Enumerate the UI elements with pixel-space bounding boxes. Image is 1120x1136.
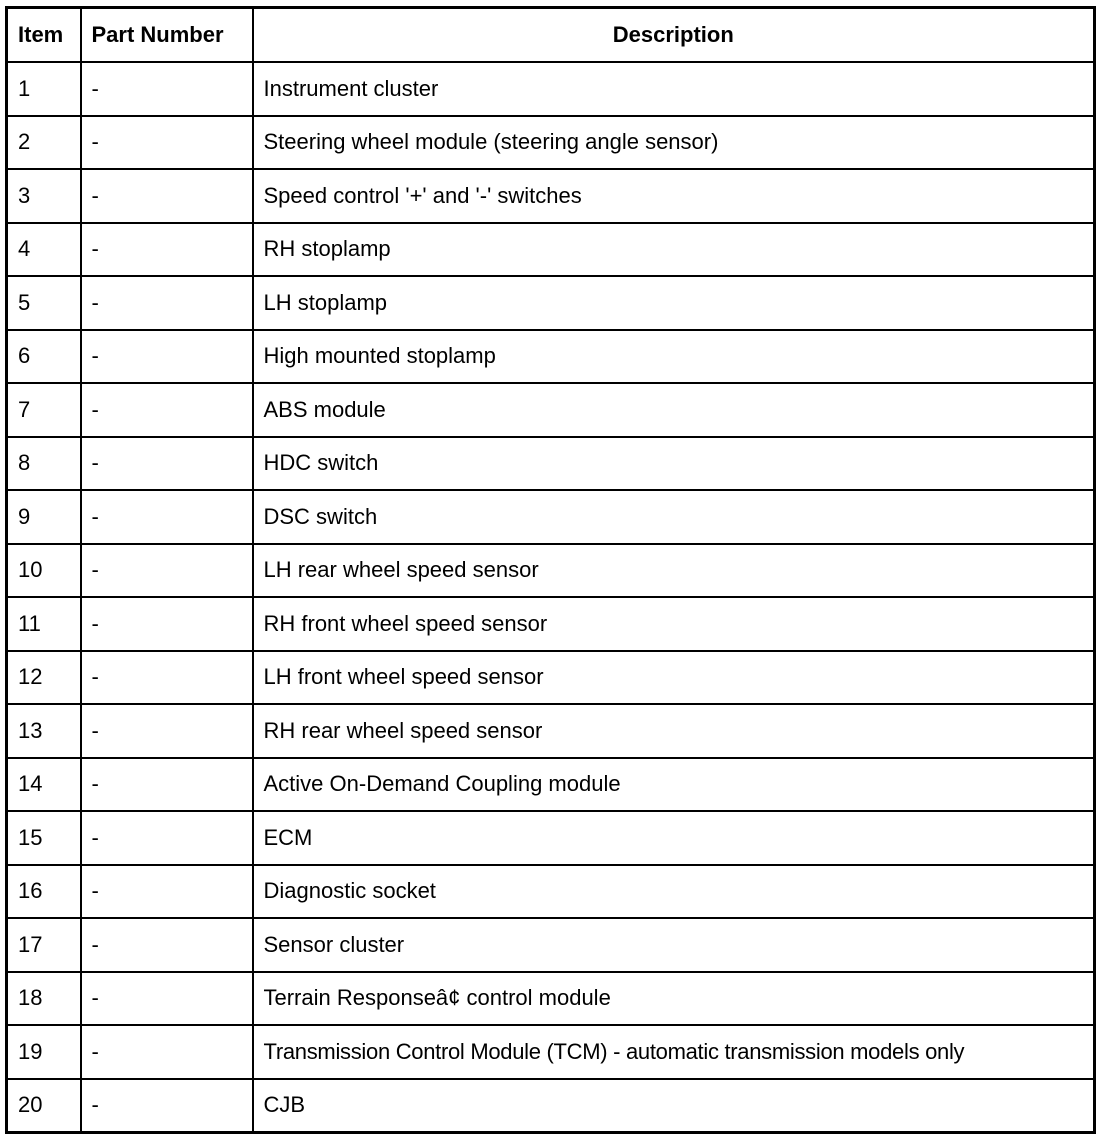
description-cell: Terrain Responseâ¢ control module (253, 972, 1095, 1026)
part-number-cell: - (81, 383, 253, 437)
item-cell: 6 (7, 330, 81, 384)
description-cell: RH rear wheel speed sensor (253, 704, 1095, 758)
part-number-cell: - (81, 1025, 253, 1079)
description-cell: ECM (253, 811, 1095, 865)
description-cell: Instrument cluster (253, 62, 1095, 116)
table-row (7, 1079, 1095, 1133)
parts-table (5, 6, 1096, 1134)
item-cell: 9 (7, 490, 81, 544)
description-cell: Active On-Demand Coupling module (253, 758, 1095, 812)
description-cell: DSC switch (253, 490, 1095, 544)
part-number-cell: - (81, 437, 253, 491)
part-number-cell: - (81, 597, 253, 651)
table-row (7, 1025, 1095, 1079)
item-cell: 16 (7, 865, 81, 919)
part-number-cell: - (81, 651, 253, 705)
table-row (7, 223, 1095, 277)
item-cell: 20 (7, 1079, 81, 1133)
part-number-cell: - (81, 1079, 253, 1133)
item-cell: 19 (7, 1025, 81, 1079)
description-cell: RH stoplamp (253, 223, 1095, 277)
description-cell: ABS module (253, 383, 1095, 437)
part-number-cell: - (81, 62, 253, 116)
item-cell: 3 (7, 169, 81, 223)
table-row (7, 383, 1095, 437)
table-row (7, 811, 1095, 865)
part-number-cell: - (81, 972, 253, 1026)
table-row (7, 544, 1095, 598)
item-cell: 7 (7, 383, 81, 437)
part-number-cell: - (81, 116, 253, 170)
item-cell: 2 (7, 116, 81, 170)
part-number-cell: - (81, 544, 253, 598)
part-number-cell: - (81, 490, 253, 544)
description-cell: Diagnostic socket (253, 865, 1095, 919)
description-cell: Speed control '+' and '-' switches (253, 169, 1095, 223)
part-number-cell: - (81, 758, 253, 812)
description-cell: HDC switch (253, 437, 1095, 491)
description-cell: Sensor cluster (253, 918, 1095, 972)
table-row (7, 865, 1095, 919)
item-cell: 11 (7, 597, 81, 651)
item-cell: 14 (7, 758, 81, 812)
table-row (7, 116, 1095, 170)
description-cell: LH rear wheel speed sensor (253, 544, 1095, 598)
description-cell: CJB (253, 1079, 1095, 1133)
item-cell: 17 (7, 918, 81, 972)
description-cell: High mounted stoplamp (253, 330, 1095, 384)
table-row (7, 597, 1095, 651)
part-number-cell: - (81, 704, 253, 758)
table-row (7, 490, 1095, 544)
item-cell: 5 (7, 276, 81, 330)
description-cell: Steering wheel module (steering angle sensor) (253, 116, 1095, 170)
part-number-cell: - (81, 811, 253, 865)
header-item: Item (7, 8, 81, 63)
part-number-cell: - (81, 169, 253, 223)
table-row (7, 437, 1095, 491)
part-number-cell: - (81, 223, 253, 277)
description-cell: LH stoplamp (253, 276, 1095, 330)
item-cell: 15 (7, 811, 81, 865)
part-number-cell: - (81, 865, 253, 919)
description-cell: LH front wheel speed sensor (253, 651, 1095, 705)
header-description: Description (253, 8, 1095, 63)
table-row (7, 758, 1095, 812)
description-cell: Transmission Control Module (TCM) - automatic transmission models only (253, 1025, 1095, 1079)
part-number-cell: - (81, 276, 253, 330)
part-number-cell: - (81, 918, 253, 972)
item-cell: 18 (7, 972, 81, 1026)
item-cell: 12 (7, 651, 81, 705)
description-cell: RH front wheel speed sensor (253, 597, 1095, 651)
table-row (7, 972, 1095, 1026)
header-part-number: Part Number (81, 8, 253, 63)
item-cell: 10 (7, 544, 81, 598)
table-row (7, 651, 1095, 705)
table-row (7, 169, 1095, 223)
table-row (7, 918, 1095, 972)
item-cell: 4 (7, 223, 81, 277)
table-row (7, 704, 1095, 758)
table-row (7, 276, 1095, 330)
item-cell: 13 (7, 704, 81, 758)
item-cell: 1 (7, 62, 81, 116)
part-number-cell: - (81, 330, 253, 384)
item-cell: 8 (7, 437, 81, 491)
table-row (7, 330, 1095, 384)
table-row (7, 62, 1095, 116)
header-row (7, 8, 1095, 63)
